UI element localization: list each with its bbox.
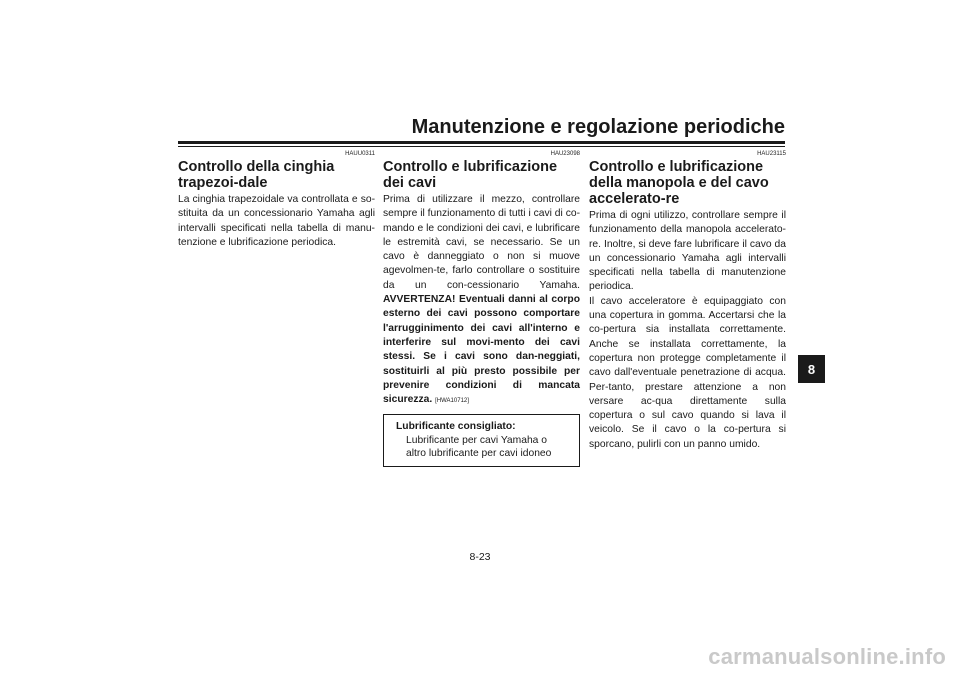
section-body-belt: La cinghia trapezoidale va controllata e so-stituita da un concessionario Yamaha agli intervalli specificati nella tabella di manu-tenzione e lubrificazione periodica. [178,194,375,248]
page-number: 8-23 [469,551,491,563]
column-1 [178,150,375,250]
chapter-tab: 8 [798,355,825,383]
header-rule [178,141,785,144]
section-title-throttle: Controllo e lubrificazione della manopola e del cavo accelerato-re [589,159,769,207]
section-body-throttle-1: Prima di ogni utilizzo, controllare sempre il funzionamento della manopola accelerato-re. Inoltre, si deve fare lubrificare il cavo da un concessionario Yamaha agli intervalli specificati nella tabella di manutenzione periodica. [589,210,786,293]
section-code: HAU23115 [757,151,786,157]
lubricant-box [383,414,580,467]
section-code: HAUU0311 [345,151,375,157]
watermark: carmanualsonline.info [708,644,946,669]
column-3 [589,150,786,452]
section-title-cables: Controllo e lubrificazione dei cavi [383,159,558,191]
section-title-belt: Controllo della cinghia trapezoi-dale [178,159,335,191]
cables-body-text: Prima di utilizzare il mezzo, controllare sempre il funzionamento di tutti i cavi di co-mando e le condizioni dei cavi, e lubrificare le estremità cavi, se necessario. Se un cavo è danneggiato o non si muove agevolmen-te, farlo controllare o sostituire da un con-cessionario Yamaha. [383,194,580,291]
warning-code: [HWA10712] [435,398,469,405]
warning-text: AVVERTENZA! Eventuali danni al corpo esterno dei cavi possono comportare l'arrugginimento dei cavi all'interno e interferire sul movi-mento dei cavi stessi. Se i cavi sono dan-neggiati, sostituirli al più presto possibile per prevenire condizioni di mancata sicurezza. [383,294,580,406]
header-rule-thin [178,146,785,147]
section-body-throttle-2: Il cavo acceleratore è equipaggiato con una copertura in gomma. Accertarsi che la co-pertura sia installata correttamente. Anche se installata correttamente, la copertura non protegge completamente il cavo dall'eventuale penetrazione di acqua. Per-tanto, prestare attenzione a non versare ac-qua direttamente sulla copertura o sul cavo quando si lava il veicolo. Se il cavo o la co-pertura si sporcano, pulirli con un panno umido. [589,295,786,450]
section-body-cables [383,193,580,408]
section-code: HAU23098 [550,151,580,157]
column-2 [383,150,580,467]
lubricant-box-body: Lubrificante per cavi Yamaha o altro lubrificante per cavi idoneo [406,434,552,460]
page-header-title: Manutenzione e regolazione periodiche [411,116,785,138]
lubricant-box-title: Lubrificante consigliato: [396,421,516,433]
